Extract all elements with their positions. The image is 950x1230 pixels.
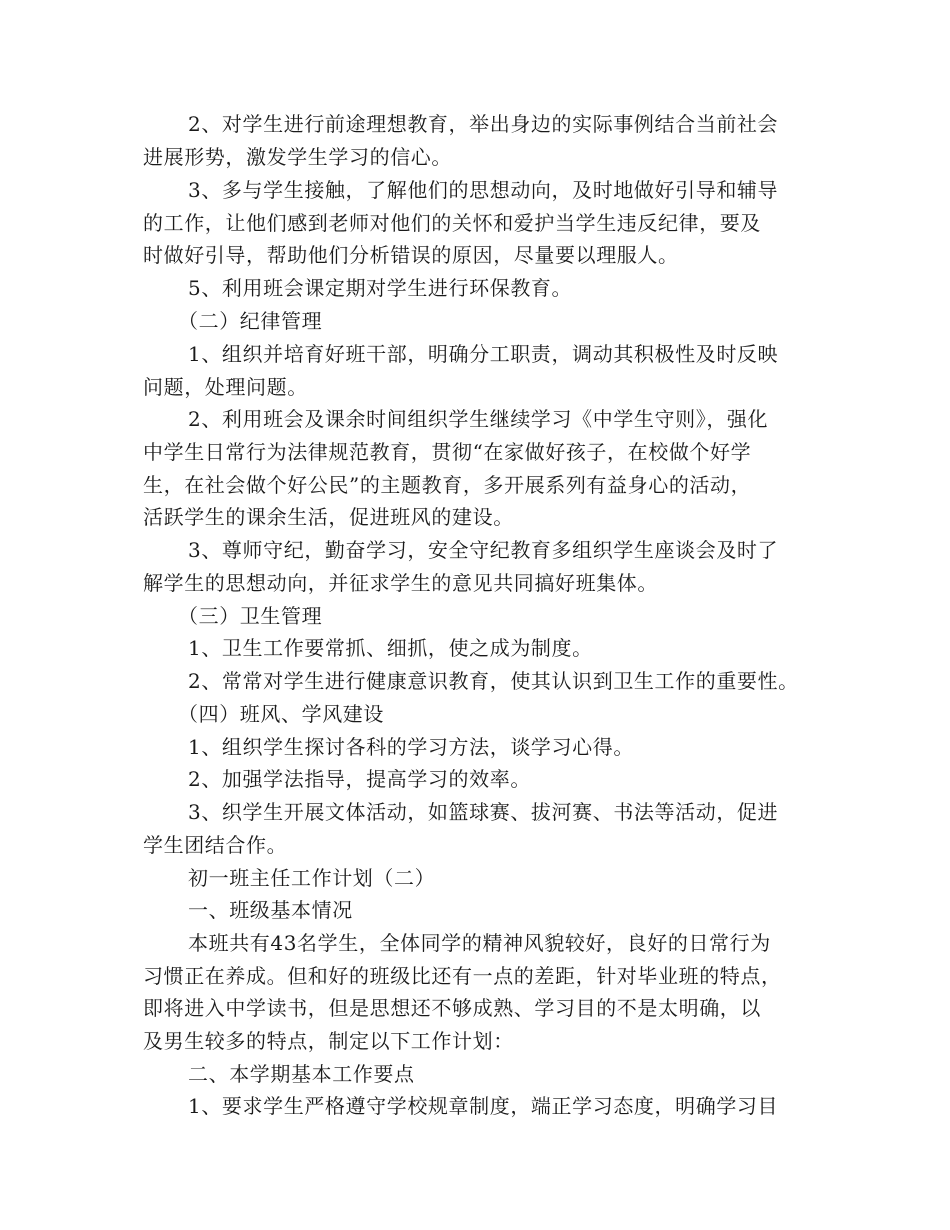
text-line: 习惯正在养成。但和好的班级比还有一点的差距，针对毕业班的特点， [143,964,782,988]
text-line: 2、对学生进行前途理想教育，举出身边的实际事例结合当前社会 [188,112,779,136]
text-line: 1、要求学生严格遵守学校规章制度，端正学习态度，明确学习目 [188,1094,779,1118]
text-line: 3、尊师守纪，勤奋学习，安全守纪教育多组织学生座谈会及时了 [188,538,779,562]
text-line: 3、织学生开展文体活动，如篮球赛、拔河赛、书法等活动，促进 [188,800,779,824]
text-line: 学生团结合作。 [143,833,288,857]
text-line: 活跃学生的课余生活，促进班风的建设。 [143,505,514,529]
text-line: 1、卫生工作要常抓、细抓，使之成为制度。 [188,636,593,660]
text-line: 即将进入中学读书，但是思想还不够成熟、学习目的不是太明确，以 [143,996,761,1020]
section-heading: （三）卫生管理 [178,604,323,628]
section-heading: 一、班级基本情况 [188,898,353,922]
text-line: 时做好引导，帮助他们分析错误的原因，尽量要以理服人。 [143,243,679,267]
text-line: 2、加强学法指导，提高学习的效率。 [188,767,531,791]
text-line: 5、利用班会课定期对学生进行环保教育。 [188,276,573,300]
text-line: 解学生的思想动向，并征求学生的意见共同搞好班集体。 [143,571,658,595]
text-line: 2、利用班会及课余时间组织学生继续学习《中学生守则》，强化 [188,407,769,431]
text-line: 及男生较多的特点，制定以下工作计划： [143,1029,514,1053]
section-heading: （四）班风、学风建设 [178,702,384,726]
text-line: 本班共有43名学生，全体同学的精神风貌较好，良好的日常行为 [188,931,771,955]
text-line: 问题，处理问题。 [143,375,308,399]
text-line: 进展形势，激发学生学习的信心。 [143,145,452,169]
section-heading: 初一班主任工作计划（二） [188,866,436,890]
section-heading: 二、本学期基本工作要点 [188,1062,415,1086]
text-line: 中学生日常行为法律规范教育，贯彻“在家做好孩子，在校做个好学 [143,440,752,464]
section-heading: （二）纪律管理 [178,309,323,333]
text-line: 2、常常对学生进行健康意识教育，使其认识到卫生工作的重要性。 [188,669,799,693]
text-line: 生，在社会做个好公民”的主题教育，多开展系列有益身心的活动， [143,473,752,497]
text-line: 3、多与学生接触，了解他们的思想动向，及时地做好引导和辅导 [188,178,779,202]
text-line: 的工作，让他们感到老师对他们的关怀和爱护当学生违反纪律，要及 [143,211,761,235]
text-line: 1、组织学生探讨各科的学习方法，谈学习心得。 [188,735,634,759]
text-line: 1、组织并培育好班干部，明确分工职责，调动其积极性及时反映 [188,342,779,366]
